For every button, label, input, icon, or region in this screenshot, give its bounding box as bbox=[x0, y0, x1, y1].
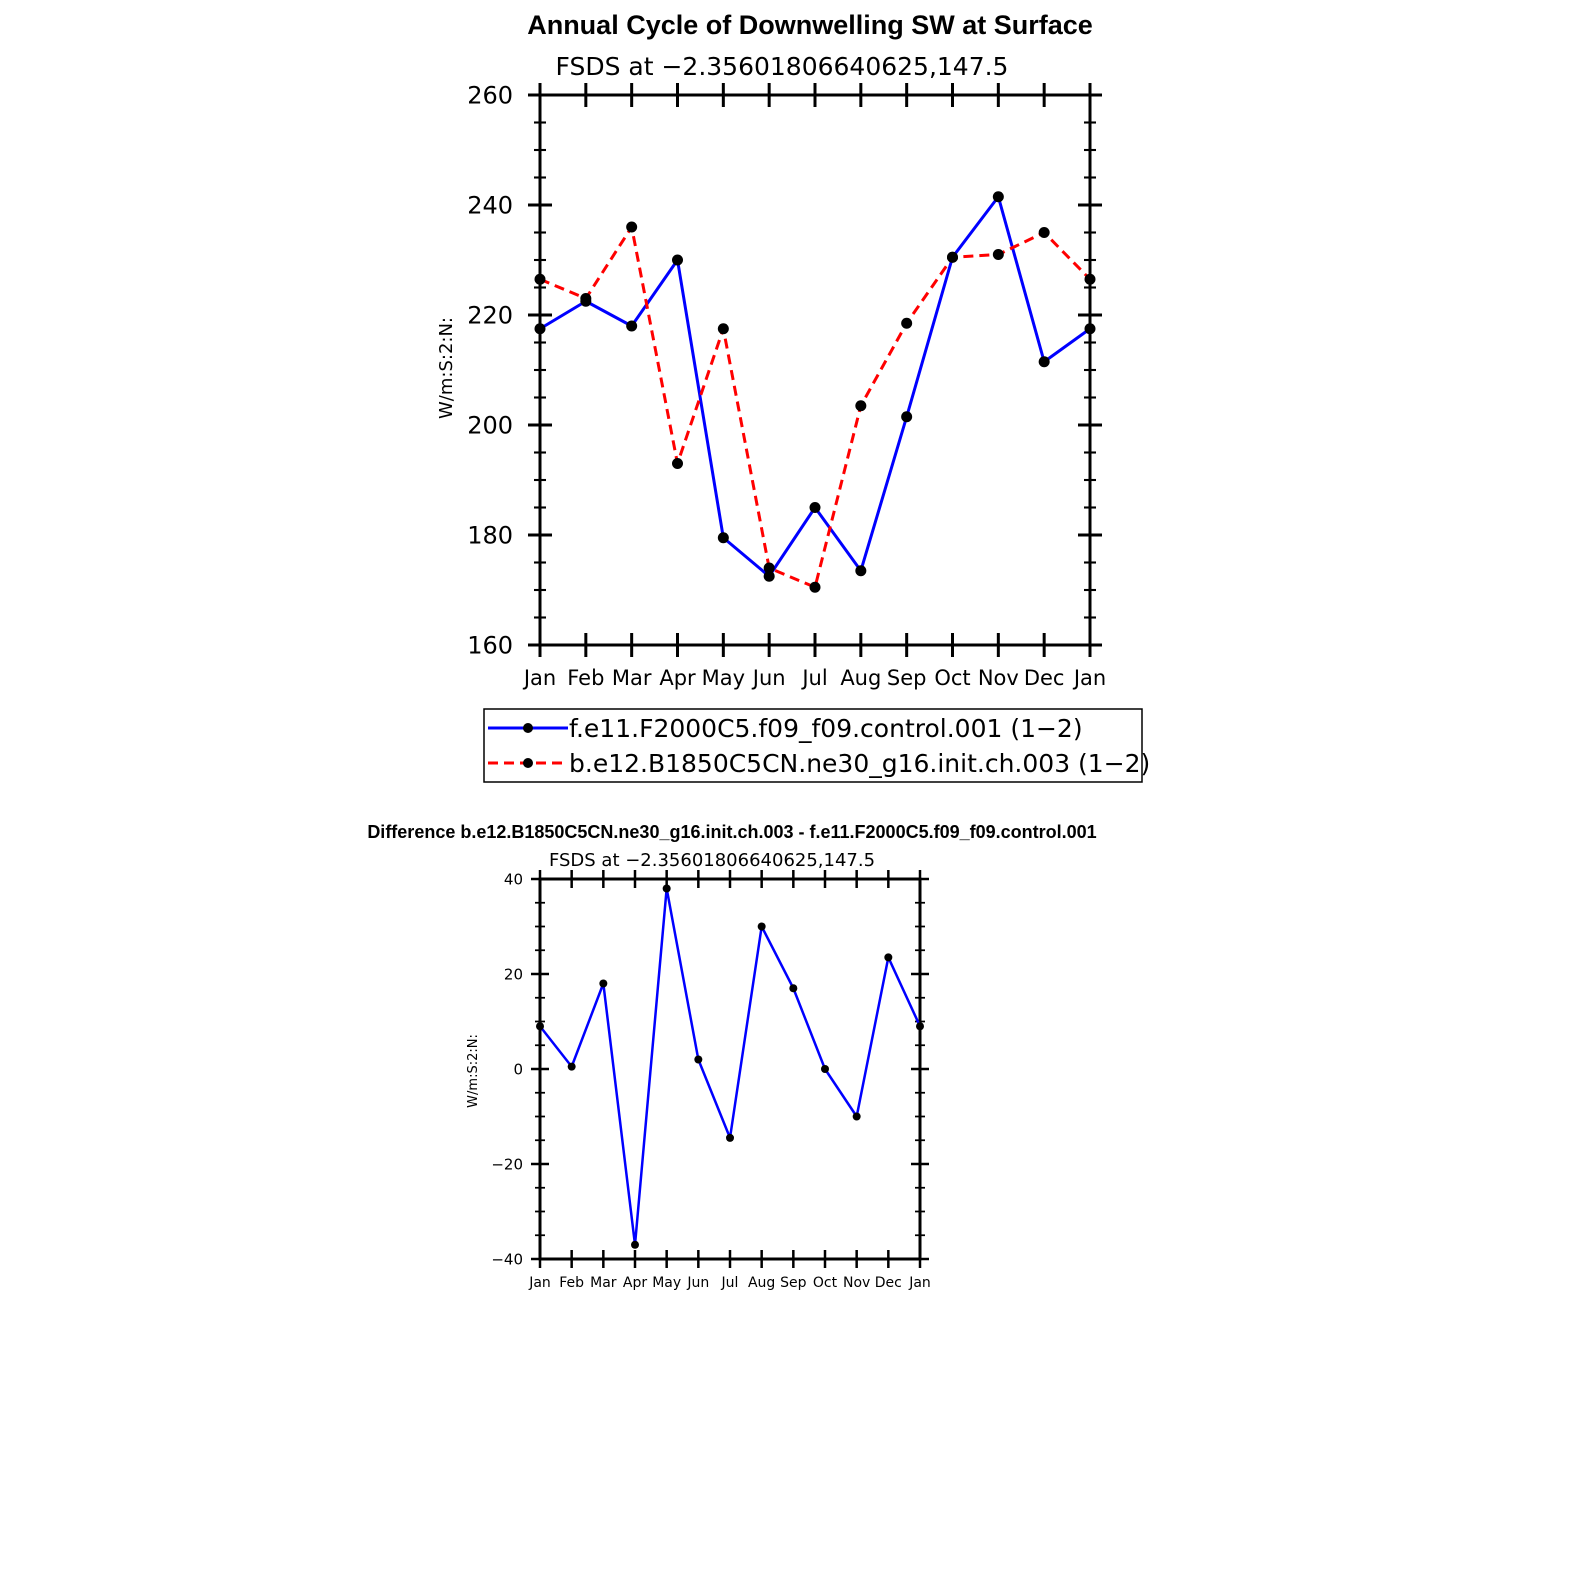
x-tick-label: Jan bbox=[1073, 666, 1107, 690]
data-point bbox=[580, 293, 591, 304]
series-line-0 bbox=[540, 889, 920, 1245]
data-point bbox=[631, 1241, 639, 1249]
data-point bbox=[855, 400, 866, 411]
x-tick-label: May bbox=[652, 1275, 682, 1291]
data-point bbox=[993, 191, 1004, 202]
x-tick-label: Dec bbox=[1023, 666, 1065, 690]
chart-title: Annual Cycle of Downwelling SW at Surface bbox=[527, 10, 1093, 40]
series-markers bbox=[535, 191, 1096, 593]
x-tick-label: Sep bbox=[780, 1275, 807, 1291]
y-tick-label: 240 bbox=[467, 191, 513, 220]
chart-subtitle: FSDS at −2.35601806640625,147.5 bbox=[548, 850, 876, 871]
x-tick-label: Jul bbox=[802, 666, 828, 690]
x-tick-label: Feb bbox=[559, 1275, 585, 1291]
data-point bbox=[855, 565, 866, 576]
data-point bbox=[694, 1056, 702, 1064]
y-axis-label: W/m:S:2:N: bbox=[466, 1034, 481, 1108]
x-tick-label: Mar bbox=[611, 666, 652, 690]
x-tick-label: Jun bbox=[687, 1275, 710, 1291]
series-lines bbox=[540, 889, 920, 1245]
series-line-1 bbox=[540, 227, 1090, 587]
data-point bbox=[1085, 274, 1096, 285]
y-tick-label: 20 bbox=[503, 965, 523, 984]
data-point bbox=[1085, 323, 1096, 334]
axis-ticks bbox=[528, 83, 1102, 657]
chart-subtitle: FSDS at −2.35601806640625,147.5 bbox=[555, 52, 1009, 81]
y-tick-label: 200 bbox=[467, 411, 513, 440]
series-lines bbox=[540, 197, 1090, 588]
chart-title: Difference b.e12.B1850C5CN.ne30_g16.init.ch.003 - f.e11.F2000C5.f09_f09.control.001 bbox=[367, 822, 1097, 842]
x-tick-label: Jul bbox=[721, 1275, 739, 1291]
y-tick-labels bbox=[467, 82, 513, 660]
data-point bbox=[916, 1022, 924, 1030]
axis-ticks bbox=[531, 870, 929, 1268]
x-tick-labels bbox=[528, 1275, 931, 1291]
y-tick-label: 0 bbox=[513, 1060, 523, 1079]
data-point bbox=[810, 582, 821, 593]
x-tick-label: Nov bbox=[977, 666, 1019, 690]
difference-chart bbox=[367, 822, 1096, 1291]
data-point bbox=[758, 923, 766, 931]
data-point bbox=[764, 563, 775, 574]
y-axis-label: W/m:S:2:N: bbox=[436, 317, 457, 419]
x-tick-label: Mar bbox=[590, 1275, 617, 1291]
x-tick-label: Jan bbox=[909, 1275, 931, 1291]
plot-frame bbox=[540, 95, 1090, 645]
x-tick-label: Feb bbox=[567, 666, 605, 690]
data-point bbox=[947, 252, 958, 263]
x-tick-label: May bbox=[701, 666, 746, 690]
x-tick-label: Sep bbox=[886, 666, 927, 690]
data-point bbox=[810, 502, 821, 513]
x-tick-label: Jan bbox=[529, 1275, 551, 1291]
data-point bbox=[726, 1134, 734, 1142]
y-tick-label: 160 bbox=[467, 631, 513, 660]
data-point bbox=[901, 318, 912, 329]
legend-label-init: b.e12.B1850C5CN.ne30_g16.init.ch.003 (1−2) bbox=[569, 749, 1151, 778]
data-point bbox=[536, 1022, 544, 1030]
x-tick-label: Nov bbox=[843, 1275, 871, 1291]
x-tick-label: Dec bbox=[874, 1275, 902, 1291]
data-point bbox=[718, 323, 729, 334]
data-point bbox=[993, 249, 1004, 260]
x-tick-label: Apr bbox=[659, 666, 696, 690]
data-point bbox=[1039, 356, 1050, 367]
data-point bbox=[1039, 227, 1050, 238]
legend-marker-init bbox=[523, 758, 533, 768]
x-tick-label: Jan bbox=[523, 666, 557, 690]
legend-marker-control bbox=[523, 723, 533, 733]
data-point bbox=[672, 458, 683, 469]
data-point bbox=[568, 1063, 576, 1071]
y-tick-label: 260 bbox=[467, 81, 513, 110]
data-point bbox=[535, 323, 546, 334]
data-point bbox=[821, 1065, 829, 1073]
series-line-0 bbox=[540, 197, 1090, 577]
y-tick-label: −40 bbox=[491, 1250, 523, 1269]
legend bbox=[484, 709, 1150, 782]
data-point bbox=[626, 321, 637, 332]
x-tick-label: Aug bbox=[840, 666, 882, 690]
data-point bbox=[672, 255, 683, 266]
annual-cycle-chart bbox=[436, 10, 1150, 782]
x-tick-label: Oct bbox=[934, 666, 971, 690]
x-tick-label: Oct bbox=[812, 1275, 838, 1291]
y-tick-label: −20 bbox=[491, 1155, 523, 1174]
data-point bbox=[535, 274, 546, 285]
data-point bbox=[884, 953, 892, 961]
y-tick-labels bbox=[491, 870, 523, 1268]
x-tick-labels bbox=[522, 666, 1106, 690]
data-point bbox=[789, 984, 797, 992]
data-point bbox=[663, 885, 671, 893]
data-point bbox=[718, 532, 729, 543]
data-point bbox=[599, 980, 607, 988]
data-point bbox=[853, 1113, 861, 1121]
x-tick-label: Apr bbox=[622, 1275, 648, 1291]
data-point bbox=[901, 411, 912, 422]
x-tick-label: Aug bbox=[747, 1275, 776, 1291]
legend-label-control: f.e11.F2000C5.f09_f09.control.001 (1−2) bbox=[569, 714, 1083, 743]
x-tick-label: Jun bbox=[752, 666, 786, 690]
y-tick-label: 220 bbox=[467, 301, 513, 330]
plot-frame bbox=[540, 879, 920, 1259]
data-point bbox=[626, 222, 637, 233]
y-tick-label: 40 bbox=[503, 870, 523, 889]
y-tick-label: 180 bbox=[467, 521, 513, 550]
